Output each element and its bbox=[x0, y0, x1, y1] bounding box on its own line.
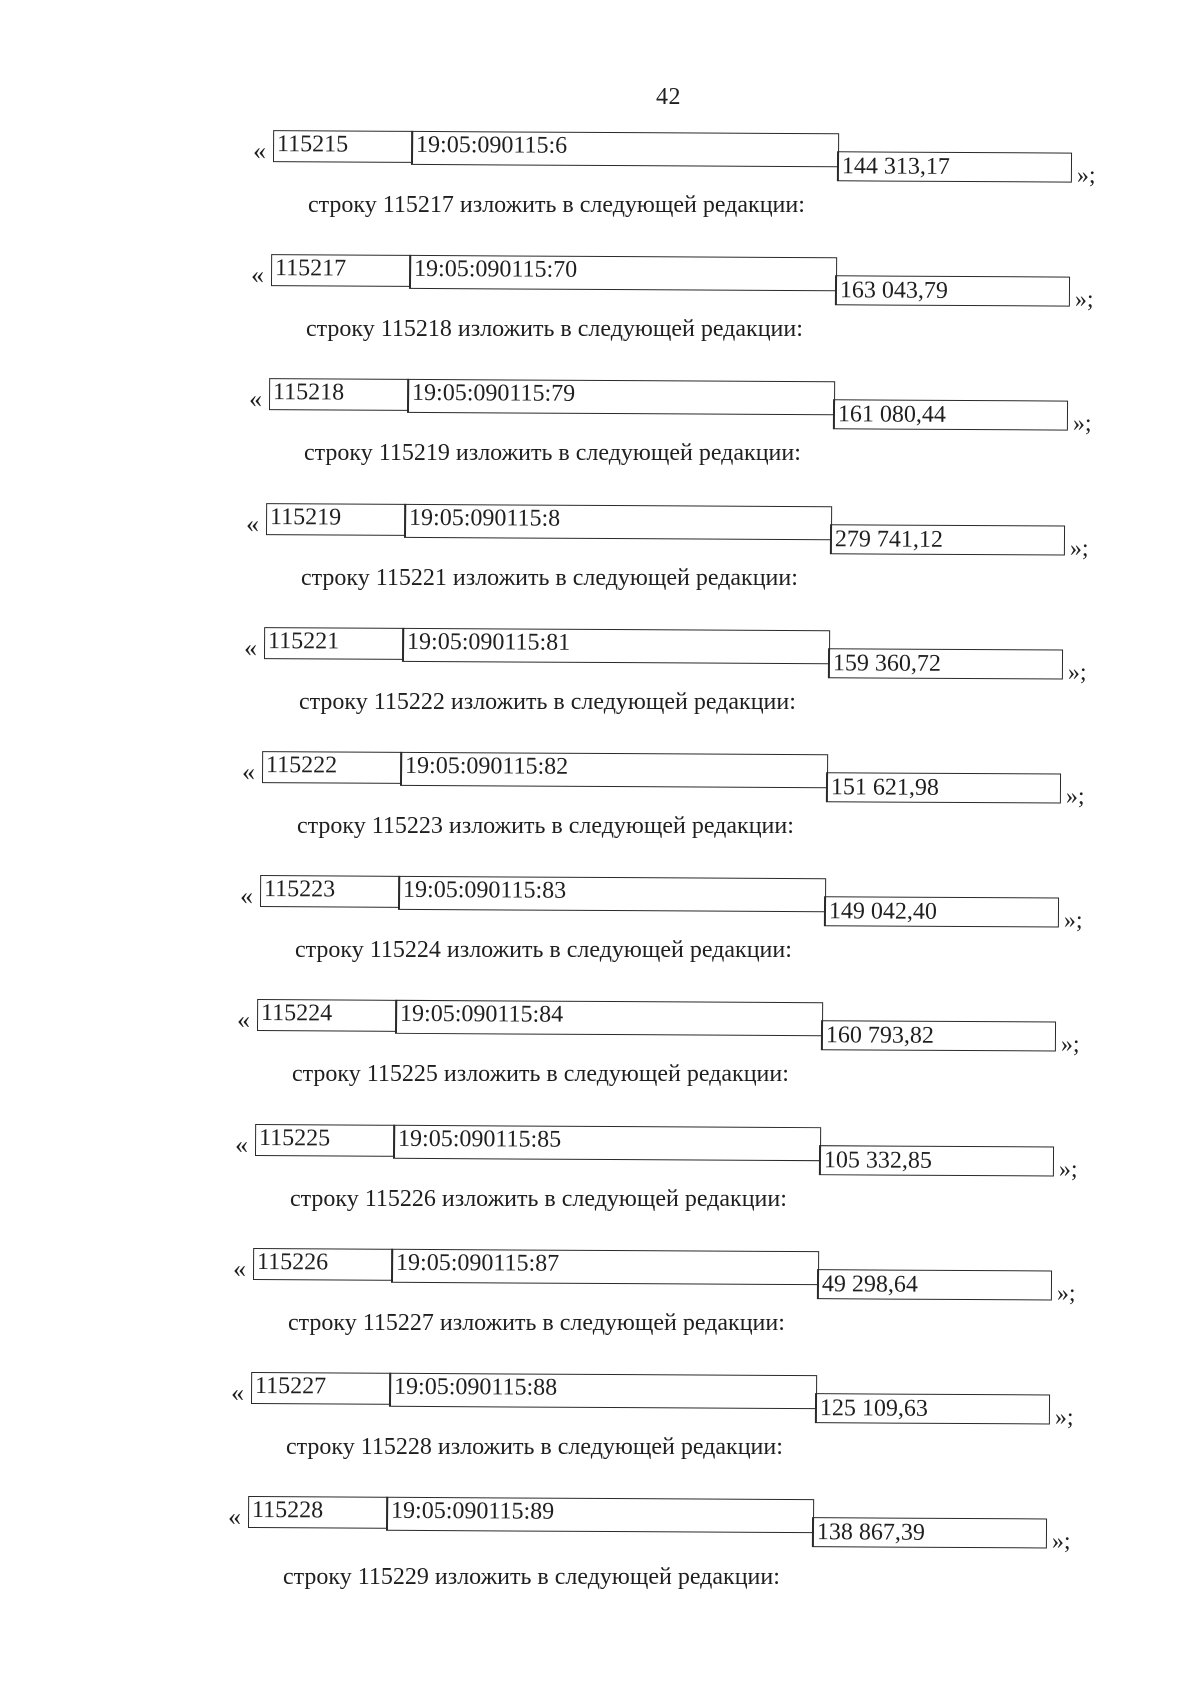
cadastral-value-cell: 163 043,79 bbox=[835, 275, 1070, 306]
closing-quote: »; bbox=[1051, 1528, 1071, 1555]
row-number-cell: 115217 bbox=[271, 254, 411, 287]
cadastral-value-cell: 161 080,44 bbox=[833, 399, 1068, 430]
edit-instruction: строку 115226 изложить в следующей редакции: bbox=[290, 1186, 787, 1212]
row-number-cell: 115222 bbox=[262, 751, 402, 784]
cadastral-value-cell: 159 360,72 bbox=[828, 648, 1063, 679]
cadastral-value-cell: 125 109,63 bbox=[815, 1393, 1050, 1424]
closing-quote: »; bbox=[1074, 286, 1094, 313]
row-number-cell: 115224 bbox=[257, 999, 397, 1032]
cadastral-number-cell: 19:05:090115:88 bbox=[389, 1373, 817, 1409]
edit-instruction: строку 115222 изложить в следующей редакции: bbox=[299, 689, 796, 715]
cadastral-number-cell: 19:05:090115:89 bbox=[386, 1497, 814, 1533]
page-number: 42 bbox=[656, 84, 681, 110]
table-row bbox=[0, 626, 1200, 693]
table-row-fragment bbox=[0, 1124, 1200, 1248]
cadastral-number-cell: 19:05:090115:84 bbox=[395, 1000, 823, 1036]
edit-instruction: строку 115229 изложить в следующей редакции: bbox=[283, 1564, 780, 1590]
cadastral-value-cell: 151 621,98 bbox=[826, 772, 1061, 803]
cadastral-value-cell: 144 313,17 bbox=[837, 151, 1072, 182]
opening-quote: « bbox=[241, 756, 256, 787]
table-row-fragment bbox=[0, 1248, 1200, 1372]
closing-quote: »; bbox=[1069, 535, 1089, 562]
closing-quote: »; bbox=[1067, 659, 1087, 686]
row-number-cell: 115221 bbox=[264, 627, 404, 660]
closing-quote: »; bbox=[1056, 1280, 1076, 1307]
edit-instruction: строку 115218 изложить в следующей редакции: bbox=[306, 316, 803, 342]
cadastral-number-cell: 19:05:090115:82 bbox=[400, 752, 828, 788]
row-number-cell: 115215 bbox=[273, 130, 413, 163]
table-row bbox=[0, 253, 1200, 320]
row-number-cell: 115219 bbox=[266, 503, 406, 536]
table-row-fragment bbox=[0, 1496, 1200, 1620]
table-row-fragment bbox=[0, 751, 1200, 875]
row-number-cell: 115227 bbox=[251, 1372, 391, 1405]
table-row bbox=[0, 1371, 1200, 1438]
cadastral-number-cell: 19:05:090115:83 bbox=[398, 876, 826, 912]
table-row-fragment bbox=[0, 254, 1200, 378]
table-row bbox=[0, 377, 1200, 444]
table-row bbox=[0, 1495, 1200, 1562]
table-row bbox=[0, 1247, 1200, 1314]
row-number-cell: 115225 bbox=[255, 1124, 395, 1157]
table-row bbox=[0, 750, 1200, 817]
opening-quote: « bbox=[230, 1377, 245, 1407]
table-row-fragment bbox=[0, 627, 1200, 751]
opening-quote: « bbox=[236, 1004, 251, 1034]
edit-instruction: строку 115223 изложить в следующей редакции: bbox=[297, 813, 794, 839]
opening-quote: « bbox=[243, 632, 258, 663]
row-number-cell: 115226 bbox=[253, 1248, 393, 1281]
table-row bbox=[0, 998, 1200, 1065]
table-row bbox=[0, 1123, 1200, 1190]
closing-quote: »; bbox=[1065, 783, 1085, 810]
table-row-fragment bbox=[0, 503, 1200, 627]
table-row bbox=[0, 874, 1200, 941]
edit-instruction: строку 115221 изложить в следующей редакции: bbox=[301, 565, 798, 591]
cadastral-value-cell: 138 867,39 bbox=[812, 1517, 1047, 1548]
opening-quote: « bbox=[234, 1129, 249, 1159]
edit-instruction: строку 115225 изложить в следующей редакции: bbox=[292, 1061, 789, 1087]
cadastral-number-cell: 19:05:090115:81 bbox=[402, 628, 830, 664]
closing-quote: »; bbox=[1072, 410, 1092, 437]
table-row bbox=[0, 502, 1200, 569]
cadastral-number-cell: 19:05:090115:87 bbox=[391, 1249, 819, 1285]
cadastral-number-cell: 19:05:090115:79 bbox=[407, 379, 835, 415]
cadastral-value-cell: 149 042,40 bbox=[824, 896, 1059, 927]
cadastral-number-cell: 19:05:090115:8 bbox=[404, 504, 832, 540]
opening-quote: « bbox=[250, 260, 265, 290]
edit-instruction: строку 115228 изложить в следующей редакции: bbox=[286, 1434, 783, 1460]
edit-instruction: строку 115219 изложить в следующей редакции: bbox=[304, 440, 801, 466]
table-row bbox=[0, 129, 1200, 196]
table-row-fragment bbox=[0, 1372, 1200, 1496]
edit-instruction: строку 115217 изложить в следующей редакции: bbox=[308, 192, 805, 218]
row-number-cell: 115218 bbox=[269, 378, 409, 411]
opening-quote: « bbox=[232, 1253, 247, 1283]
cadastral-value-cell: 279 741,12 bbox=[830, 524, 1065, 555]
table-row-fragment bbox=[0, 999, 1200, 1123]
table-row-fragment bbox=[0, 130, 1200, 254]
closing-quote: »; bbox=[1060, 1031, 1080, 1058]
closing-quote: »; bbox=[1076, 162, 1096, 189]
closing-quote: »; bbox=[1058, 1156, 1078, 1183]
edit-instruction: строку 115227 изложить в следующей редакции: bbox=[288, 1310, 785, 1336]
edit-instruction: строку 115224 изложить в следующей редакции: bbox=[295, 937, 792, 963]
opening-quote: « bbox=[227, 1501, 242, 1531]
cadastral-value-cell: 105 332,85 bbox=[819, 1145, 1054, 1176]
cadastral-value-cell: 49 298,64 bbox=[817, 1269, 1052, 1300]
opening-quote: « bbox=[252, 136, 267, 166]
opening-quote: « bbox=[239, 880, 254, 911]
opening-quote: « bbox=[245, 508, 260, 539]
row-number-cell: 115228 bbox=[248, 1496, 388, 1529]
closing-quote: »; bbox=[1054, 1404, 1074, 1431]
table-row-fragment bbox=[0, 875, 1200, 999]
row-number-cell: 115223 bbox=[260, 875, 400, 908]
cadastral-number-cell: 19:05:090115:6 bbox=[411, 131, 839, 167]
cadastral-number-cell: 19:05:090115:85 bbox=[393, 1125, 821, 1161]
cadastral-number-cell: 19:05:090115:70 bbox=[409, 255, 837, 291]
cadastral-value-cell: 160 793,82 bbox=[821, 1020, 1056, 1051]
closing-quote: »; bbox=[1063, 907, 1083, 934]
table-row-fragment bbox=[0, 378, 1200, 502]
opening-quote: « bbox=[248, 383, 263, 414]
